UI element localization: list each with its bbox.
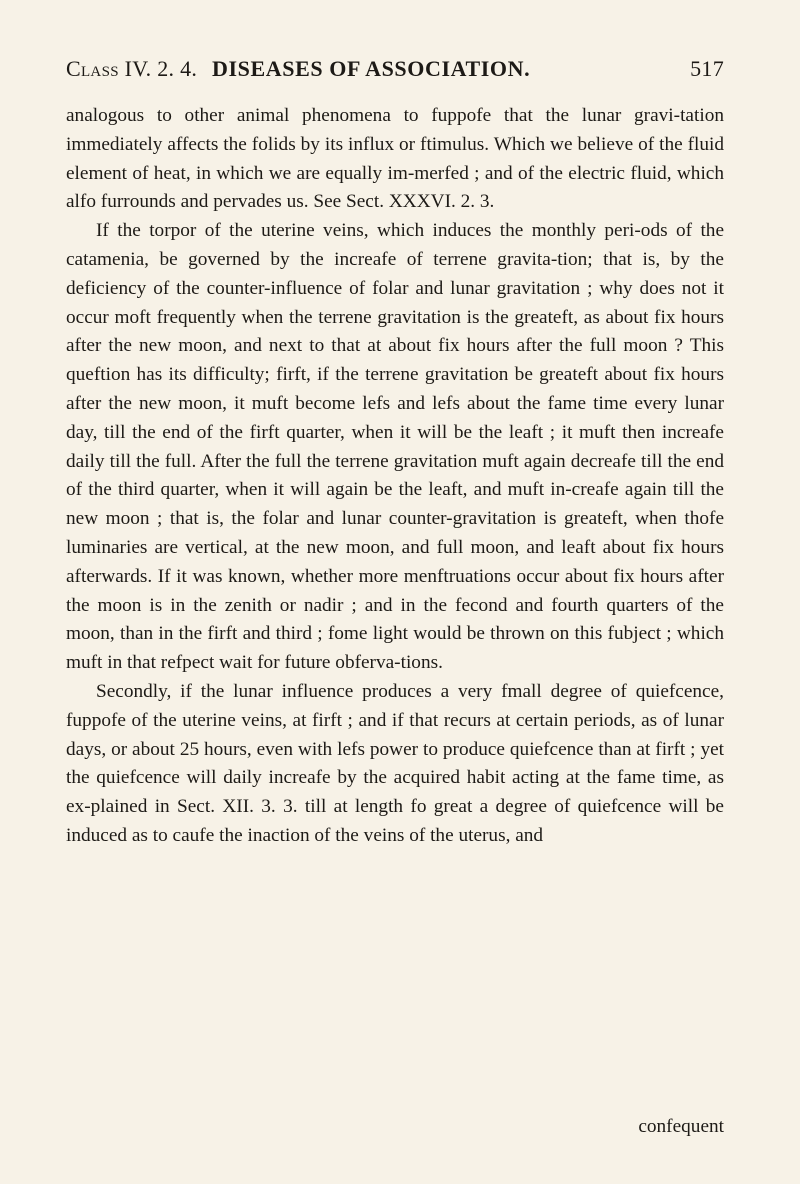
class-reference: Class IV. 2. 4. <box>66 56 198 81</box>
catchword: confequent <box>638 1116 724 1137</box>
paragraph-1: analogous to other animal phenomena to fuppofe that the lunar gravi-tation immediately affects the folids by its influx or ftimulus. Which we believe of the fluid element of heat, in which we are equally im-merfed ; and of the electric fluid, which alfo furrounds and pervades us. See Sect. XXXVI. 2. 3. <box>66 105 724 213</box>
body-text <box>66 102 724 851</box>
page-number: 517 <box>690 56 724 81</box>
paragraph-3: Secondly, if the lunar influence produces a very fmall degree of quiefcence, fuppofe of the uterine veins, at firft ; and if that recurs at certain periods, as of lunar days, or about 25 hours, even with lefs power to produce quiefcence than at firft ; yet the quiefcence will daily increafe by the acquired habit acting at the fame time, as ex-plained in Sect. XII. 3. 3. till at length fo great a degree of quiefcence will be induced as to caufe the inaction of the veins of the uterus, and <box>66 680 724 846</box>
paragraph-2: If the torpor of the uterine veins, which induces the monthly peri-ods of the catamenia, be governed by the increafe of terrene gravita-tion; that is, by the deficiency of the counter-influence of folar and lunar gravitation ; why does not it occur moft frequently when the terrene gravitation is the greateft, as about fix hours after the new moon, and next to that at about fix hours after the full moon ? This queftion has its difficulty; firft, if the terrene gravitation be greateft about fix hours after the new moon, it muft become lefs and lefs about the fame time every lunar day, till the end of the firft quarter, when it will be the leaft ; it muft then increafe daily till the full. After the full the terrene gravitation muft again decreafe till the end of the third quarter, when it will again be the leaft, and muft in-creafe again till the new moon ; that is, the folar and lunar counter-gravitation is greateft, when thofe luminaries are vertical, at the new moon, and full moon, and leaft about fix hours afterwards. If it was known, whether more menftruations occur about fix hours after the moon is in the zenith or nadir ; and in the fecond and fourth quarters of the moon, than in the firft and third ; fome light would be thrown on this fubject ; which muft in that refpect wait for future obferva-tions. <box>66 220 724 674</box>
running-head <box>66 56 724 88</box>
chapter-heading: DISEASES OF ASSOCIATION. <box>212 56 531 81</box>
